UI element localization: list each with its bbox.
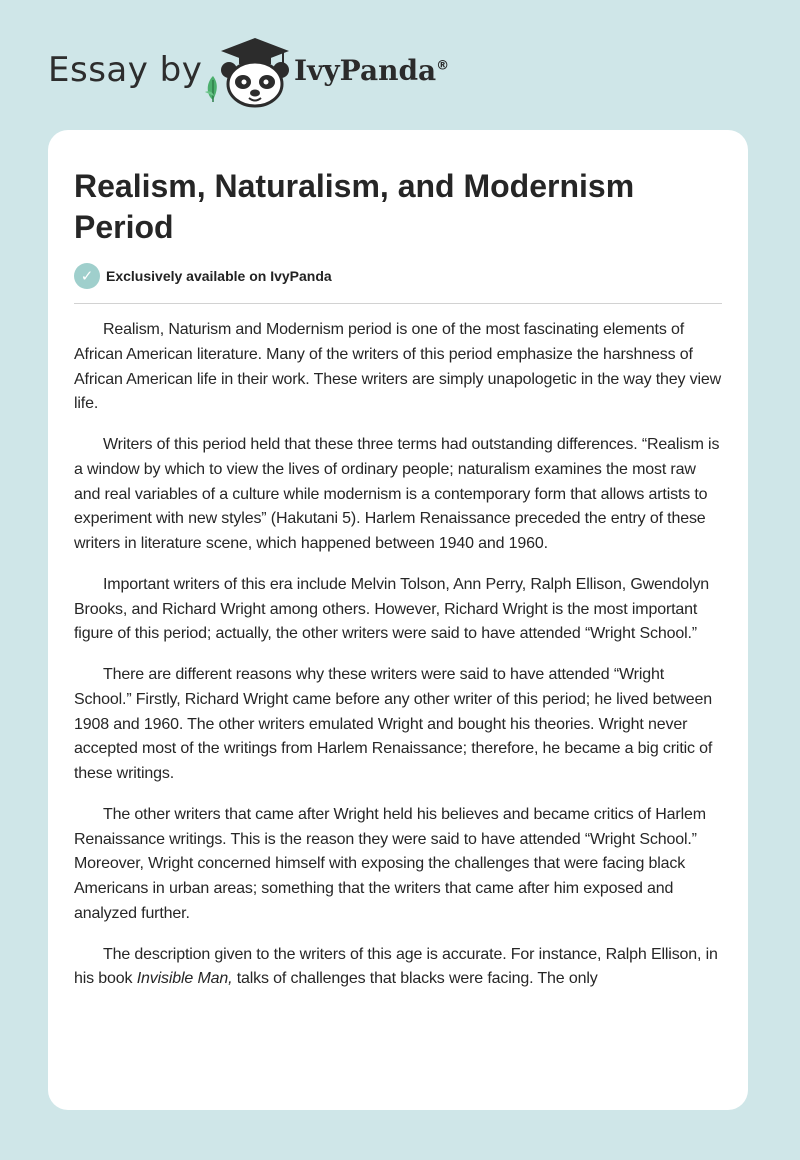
paragraph-text: talks of challenges that blacks were facing. The only [232,970,598,988]
paragraph [74,943,724,993]
paragraph: There are different reasons why these writers were said to have attended “Wright School.” Firstly, Richard Wright came before any other writer of this period; he lived between 1908 and 1960. The other writers emulated Wright and bought his theories. Wright never accepted most of the writings from Harlem Renaissance; therefore, he became a big critic of these writings. [74,666,713,782]
brand-name[interactable] [294,54,449,87]
essay-card [48,130,748,1110]
paragraph-text: The description given to the writers of this age is accurate. For instance, Ralph Ellison, in his book [74,945,718,988]
brand-label: IvyPanda [294,54,437,87]
registered-mark: ® [436,58,450,74]
badge-label: Exclusively available on IvyPanda [106,268,332,284]
book-title: Invisible Man, [136,970,233,988]
page-title: Realism, Naturalism, and Modernism Period [74,168,635,245]
paragraph: Important writers of this era include Melvin Tolson, Ann Perry, Ralph Ellison, Gwendolyn Brooks, and Richard Wright among others. However, Richard Wright is the most important figure of this period; actually, the other writers were said to have attended “Wright School.” [74,575,710,643]
exclusive-badge [74,263,332,289]
paragraph: Writers of this period held that these three terms had outstanding differences. “Realism is a window by which to view the lives of ordinary people; naturalism examines the most raw and real variables of a culture while modernism is a contemporary form that allows artists to experiment with new styles” (Hakutani 5). Harlem Renaissance preceded the entry of these writers in literature scene, which happened between 1940 and 1960. [74,436,720,552]
essay-body [74,318,724,1008]
site-header [48,36,748,108]
panda-graduate-logo-icon [203,36,289,108]
divider [74,303,722,304]
paragraph: The other writers that came after Wright held his believes and became critics of Harlem Renaissance writings. This is the reason they were said to have attended “Wright School.” Moreover, Wright concerned himself with exposing the challenges that were facing black Americans in urban areas; something that the writers that came after him exposed and analyzed further. [74,805,706,922]
essay-by-label: Essay by [48,50,203,90]
checkmark-icon: ✓ [74,263,100,289]
paragraph: Realism, Naturism and Modernism period is one of the most fascinating elements of African American literature. Many of the writers of this period emphasize the harshness of African American life in their work. These writers are simply unapologetic in the way they view life. [74,321,722,413]
